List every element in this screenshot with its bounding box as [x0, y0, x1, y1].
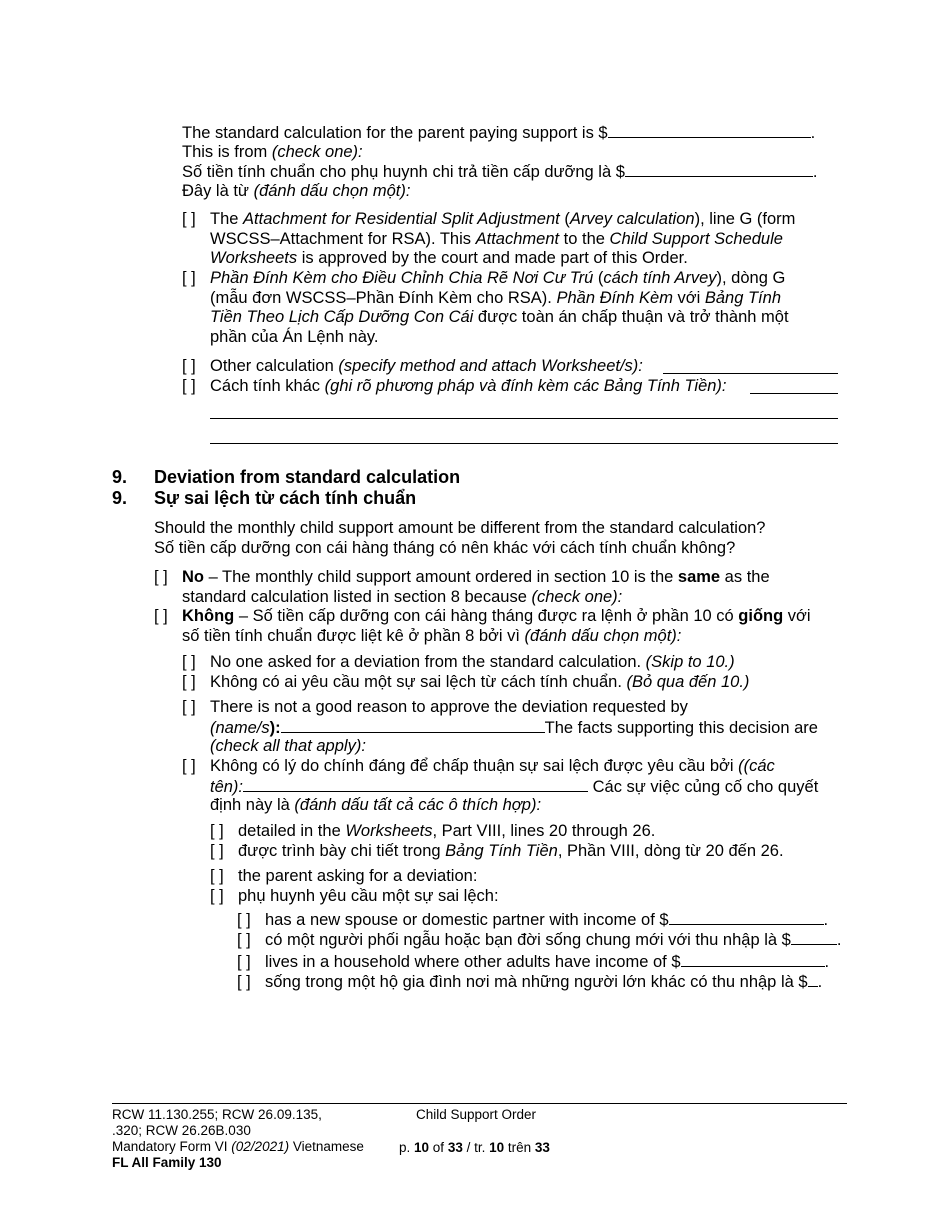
rsa-option-vi-line2: (mẫu đơn WSCSS–Phần Đính Kèm cho RSA). Phần Đính Kèm với Bảng Tính — [210, 289, 781, 307]
check-one-vi: Đây là từ (đánh dấu chọn một): — [182, 182, 411, 200]
other-calc-field[interactable] — [663, 373, 838, 374]
detailed-option-en: [ ] detailed in the Worksheets, Part VIII, lines 20 through 26. — [210, 822, 656, 840]
checkbox[interactable]: [ ] — [210, 867, 224, 885]
section-9-heading-vi: 9. Sự sai lệch từ cách tính chuẩn — [112, 488, 417, 508]
footer-divider — [112, 1103, 847, 1104]
household-income-field-vi[interactable] — [808, 971, 818, 987]
std-calc-amount-field[interactable] — [608, 122, 811, 138]
footer-rcw-1: RCW 11.130.255; RCW 26.09.135, — [112, 1107, 322, 1122]
reason-option-en-line3: (check all that apply): — [210, 737, 366, 755]
parent-option-en: [ ] the parent asking for a deviation: — [210, 867, 478, 885]
other-calc-vi: [ ] Cách tính khác (ghi rõ phương pháp và đính kèm các Bảng Tính Tiền): — [182, 377, 727, 395]
checkbox[interactable]: [ ] — [154, 607, 168, 625]
footer-doc-title: Child Support Order — [416, 1107, 537, 1122]
rsa-option-en-line1: [ ] The Attachment for Residential Split Adjustment (Arvey calculation), line G (form — [182, 210, 796, 228]
checkbox[interactable]: [ ] — [182, 357, 196, 375]
reason-option-vi-line3: định này là (đánh dấu tất cả các ô thích hợp): — [210, 796, 542, 814]
reason-option-en-line2: (name/s): The facts supporting this decision are — [210, 719, 818, 737]
other-calc-extra-line-2[interactable] — [210, 443, 838, 444]
footer-family-code: FL All Family 130 — [112, 1155, 222, 1170]
checkbox[interactable]: [ ] — [237, 973, 251, 991]
checkbox[interactable]: [ ] — [182, 210, 196, 228]
household-option-vi: [ ] sống trong một hộ gia đình nơi mà những người lớn khác có thu nhập là $ . — [237, 973, 823, 991]
checkbox[interactable]: [ ] — [237, 911, 251, 929]
reason-option-en-line1: [ ] There is not a good reason to approve the deviation requested by — [182, 698, 688, 716]
noone-option-en: [ ] No one asked for a deviation from the standard calculation. (Skip to 10.) — [182, 653, 735, 671]
checkbox[interactable]: [ ] — [210, 887, 224, 905]
rsa-option-vi-line4: phần của Án Lệnh này. — [210, 328, 379, 346]
check-one-en: This is from (check one): — [182, 143, 363, 161]
std-calc-line-en: The standard calculation for the parent paying support is $ . — [182, 124, 816, 142]
spouse-income-field[interactable] — [669, 909, 824, 925]
rsa-option-vi-line1: [ ] Phần Đính Kèm cho Điều Chỉnh Chia Rẽ Nơi Cư Trú (cách tính Arvey), dòng G — [182, 269, 786, 287]
reason-option-vi-line1: [ ] Không có lý do chính đáng để chấp thuận sự sai lệch được yêu cầu bởi ((các — [182, 757, 775, 775]
deviation-question-en: Should the monthly child support amount be different from the standard calculation? — [154, 519, 766, 537]
parent-option-vi: [ ] phụ huynh yêu cầu một sự sai lệch: — [210, 887, 499, 905]
checkbox[interactable]: [ ] — [182, 698, 196, 716]
std-calc-amount-field-vi[interactable] — [625, 161, 813, 177]
checkbox[interactable]: [ ] — [182, 673, 196, 691]
spouse-income-field-vi[interactable] — [791, 929, 837, 945]
detailed-option-vi: [ ] được trình bày chi tiết trong Bảng Tính Tiền, Phần VIII, dòng từ 20 đến 26. — [210, 842, 784, 860]
checkbox[interactable]: [ ] — [154, 568, 168, 586]
rsa-option-vi-line3: Tiền Theo Lịch Cấp Dưỡng Con Cái được toàn án chấp thuận và trở thành một — [210, 308, 789, 326]
no-option-en-line2: standard calculation listed in section 8 because (check one): — [182, 588, 623, 606]
rsa-option-en-line3: Worksheets is approved by the court and made part of this Order. — [210, 249, 688, 267]
footer-rcw-2: .320; RCW 26.26B.030 — [112, 1123, 251, 1138]
footer-page-number: p. 10 of 33 / tr. 10 trên 33 — [399, 1140, 550, 1155]
reason-option-vi-line2: tên): Các sự việc củng cố cho quyết — [210, 778, 819, 796]
no-option-en-line1: [ ] No – The monthly child support amount ordered in section 10 is the same as the — [154, 568, 770, 586]
deviation-question-vi: Số tiền cấp dưỡng con cái hàng tháng có nên khác với cách tính chuẩn không? — [154, 539, 736, 557]
requester-name-field-vi[interactable] — [243, 776, 588, 792]
spouse-option-vi: [ ] có một người phối ngẫu hoặc bạn đời sống chung mới với thu nhập là $ . — [237, 931, 842, 949]
other-calc-en: [ ] Other calculation (specify method and attach Worksheet/s): — [182, 357, 643, 375]
spouse-option-en: [ ] has a new spouse or domestic partner with income of $ . — [237, 911, 829, 929]
other-calc-extra-line-1[interactable] — [210, 418, 838, 419]
no-option-vi-line1: [ ] Không – Số tiền cấp dưỡng con cái hàng tháng được ra lệnh ở phần 10 có giống với — [154, 607, 811, 625]
section-9-heading-en: 9. Deviation from standard calculation — [112, 467, 461, 487]
std-calc-line-vi: Số tiền tính chuẩn cho phụ huynh chi trả tiền cấp dưỡng là $ . — [182, 163, 818, 181]
checkbox[interactable]: [ ] — [182, 757, 196, 775]
checkbox[interactable]: [ ] — [210, 842, 224, 860]
rsa-option-en-line2: WSCSS–Attachment for RSA). This Attachment to the Child Support Schedule — [210, 230, 783, 248]
checkbox[interactable]: [ ] — [182, 653, 196, 671]
checkbox[interactable]: [ ] — [182, 377, 196, 395]
no-option-vi-line2: số tiền tính chuẩn được liệt kê ở phần 8 bởi vì (đánh dấu chọn một): — [182, 627, 682, 645]
checkbox[interactable]: [ ] — [237, 931, 251, 949]
checkbox[interactable]: [ ] — [182, 269, 196, 287]
household-income-field[interactable] — [681, 951, 825, 967]
checkbox[interactable]: [ ] — [237, 953, 251, 971]
footer-form-label: Mandatory Form VI (02/2021) Vietnamese — [112, 1139, 364, 1154]
other-calc-field-vi[interactable] — [750, 393, 838, 394]
household-option-en: [ ] lives in a household where other adults have income of $ . — [237, 953, 830, 971]
noone-option-vi: [ ] Không có ai yêu cầu một sự sai lệch từ cách tính chuẩn. (Bỏ qua đến 10.) — [182, 673, 750, 691]
requester-name-field[interactable] — [281, 717, 545, 733]
checkbox[interactable]: [ ] — [210, 822, 224, 840]
